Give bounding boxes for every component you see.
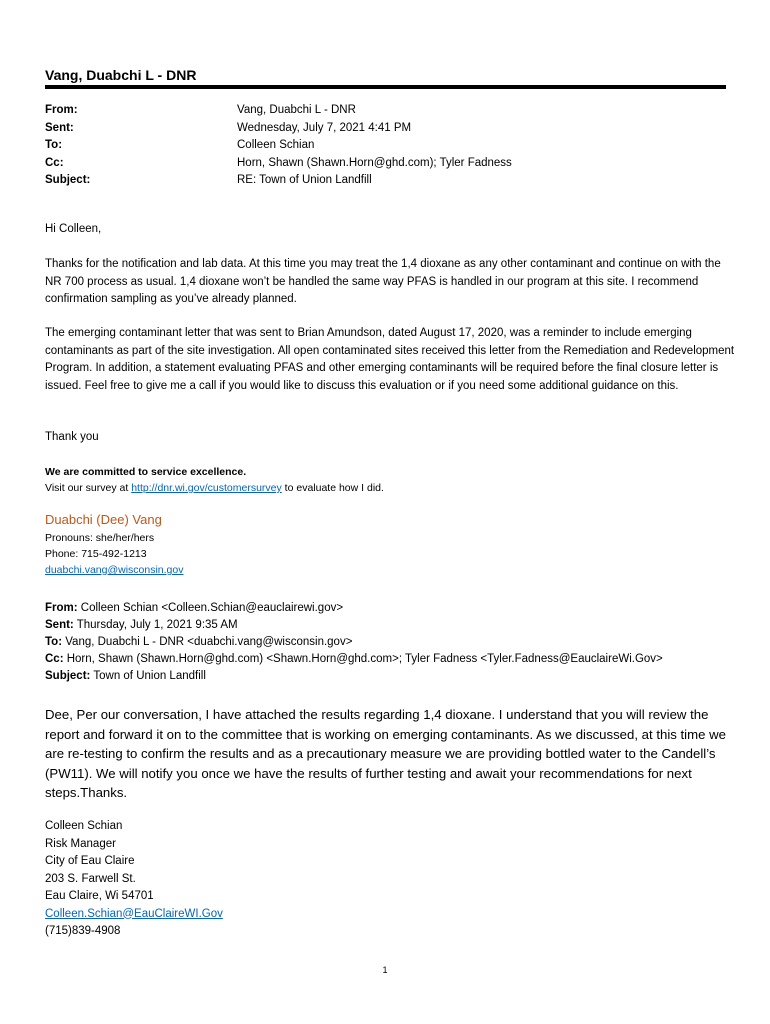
page-number: 1: [382, 965, 388, 975]
address-role: Risk Manager: [45, 837, 116, 850]
reply-closing: Thank you: [45, 431, 99, 443]
header-subject-label: Subject:: [45, 174, 91, 186]
fwd-cc-row: [45, 651, 663, 668]
signature-email-line: [45, 562, 735, 578]
document-title: Vang, Duabchi L - DNR: [45, 67, 197, 83]
fwd-sent-label: Sent:: [45, 619, 74, 631]
fwd-to-label: To:: [45, 636, 63, 648]
title-divider: [45, 85, 726, 89]
survey-line: [45, 480, 735, 496]
address-email-link[interactable]: Colleen.Schian@EauClaireWI.Gov: [45, 907, 223, 920]
header-to-value: Colleen Schian: [237, 139, 315, 151]
forwarded-message: Dee, Per our conversation, I have attached the results regarding 1,4 dioxane. I understand that you will review the report and forward it on to the committee that is working on emerging contaminants. As we discussed, at this time we are re-testing to confirm the results and as a precautionary measure we are providing bottled water to the Candell’s (PW11). We will notify you once we have the results of further testing and await your recommendations for next steps.Thanks.: [45, 707, 726, 800]
forwarded-header: [45, 600, 663, 685]
service-excellence-line: We are committed to service excellence.: [45, 466, 247, 478]
address-org: City of Eau Claire: [45, 855, 135, 867]
address-city: Eau Claire, Wi 54701: [45, 890, 154, 902]
survey-suffix: to evaluate how I did.: [281, 482, 384, 494]
fwd-subject-row: [45, 668, 663, 685]
fwd-sent-value: Thursday, July 1, 2021 9:35 AM: [73, 619, 238, 631]
address-name: Colleen Schian: [45, 820, 123, 832]
address-street: 203 S. Farwell St.: [45, 872, 136, 885]
reply-paragraph-1: Thanks for the notification and lab data. At this time you may treat the 1,4 dioxane as any other contaminant and continue on with the NR 700 process as usual. 1,4 dioxane won’t be handled the same way PFAS is handled in our program at this site. I recommend confirmation sampling as you’ve already planned.: [45, 258, 721, 305]
fwd-cc-label: Cc:: [45, 653, 64, 665]
fwd-subject-value: Town of Union Landfill: [90, 670, 206, 682]
fwd-subject-label: Subject:: [45, 670, 91, 682]
header-cc-label: Cc:: [45, 156, 64, 169]
reply-paragraph-2: The emerging contaminant letter that was sent to Brian Amundson, dated August 17, 2020, was a reminder to include emerging contaminants as part of the site investigation. All open contaminated sites received this letter from the Remediation and Redevelopment Program. In addition, a statement evaluating PFAS and other emerging contaminants will be required before the final closure letter is issued. Feel free to give me a call if you would like to discuss this evaluation or if you need some additional guidance on this.: [45, 327, 735, 392]
fwd-sent-row: [45, 617, 663, 634]
survey-link[interactable]: http://dnr.wi.gov/customersurvey: [131, 482, 282, 494]
header-sent-value: Wednesday, July 7, 2021 4:41 PM: [237, 121, 412, 134]
fwd-from-value: Colleen Schian <Colleen.Schian@eauclairewi.gov>: [77, 602, 344, 614]
signature-phone: Phone: 715-492-1213: [45, 548, 147, 560]
address-phone: (715)839-4908: [45, 925, 121, 937]
header-sent-label: Sent:: [45, 121, 74, 134]
signature-pronouns: Pronouns: she/her/hers: [45, 532, 155, 544]
header-subject-value: RE: Town of Union Landfill: [237, 174, 372, 186]
fwd-cc-value: Horn, Shawn (Shawn.Horn@ghd.com) <Shawn.Horn@ghd.com>; Tyler Fadness <Tyler.Fadness@EauclaireWi.Gov>: [63, 653, 663, 665]
survey-prefix: Visit our survey at: [45, 482, 132, 494]
signature-name: Duabchi (Dee) Vang: [45, 512, 162, 527]
header-from-value: Vang, Duabchi L - DNR: [237, 104, 356, 116]
address-email-line: [45, 906, 223, 924]
signature-email-link[interactable]: duabchi.vang@wisconsin.gov: [45, 564, 184, 576]
fwd-to-row: [45, 634, 663, 651]
header-cc-value: Horn, Shawn (Shawn.Horn@ghd.com); Tyler Fadness: [237, 156, 512, 169]
header-from-label: From:: [45, 104, 78, 116]
fwd-from-row: [45, 600, 663, 617]
header-to-label: To:: [45, 139, 63, 151]
reply-greeting: Hi Colleen,: [45, 223, 102, 235]
sender-address-block: [45, 818, 223, 941]
fwd-from-label: From:: [45, 602, 78, 614]
fwd-to-value: Vang, Duabchi L - DNR <duabchi.vang@wisconsin.gov>: [62, 636, 353, 648]
